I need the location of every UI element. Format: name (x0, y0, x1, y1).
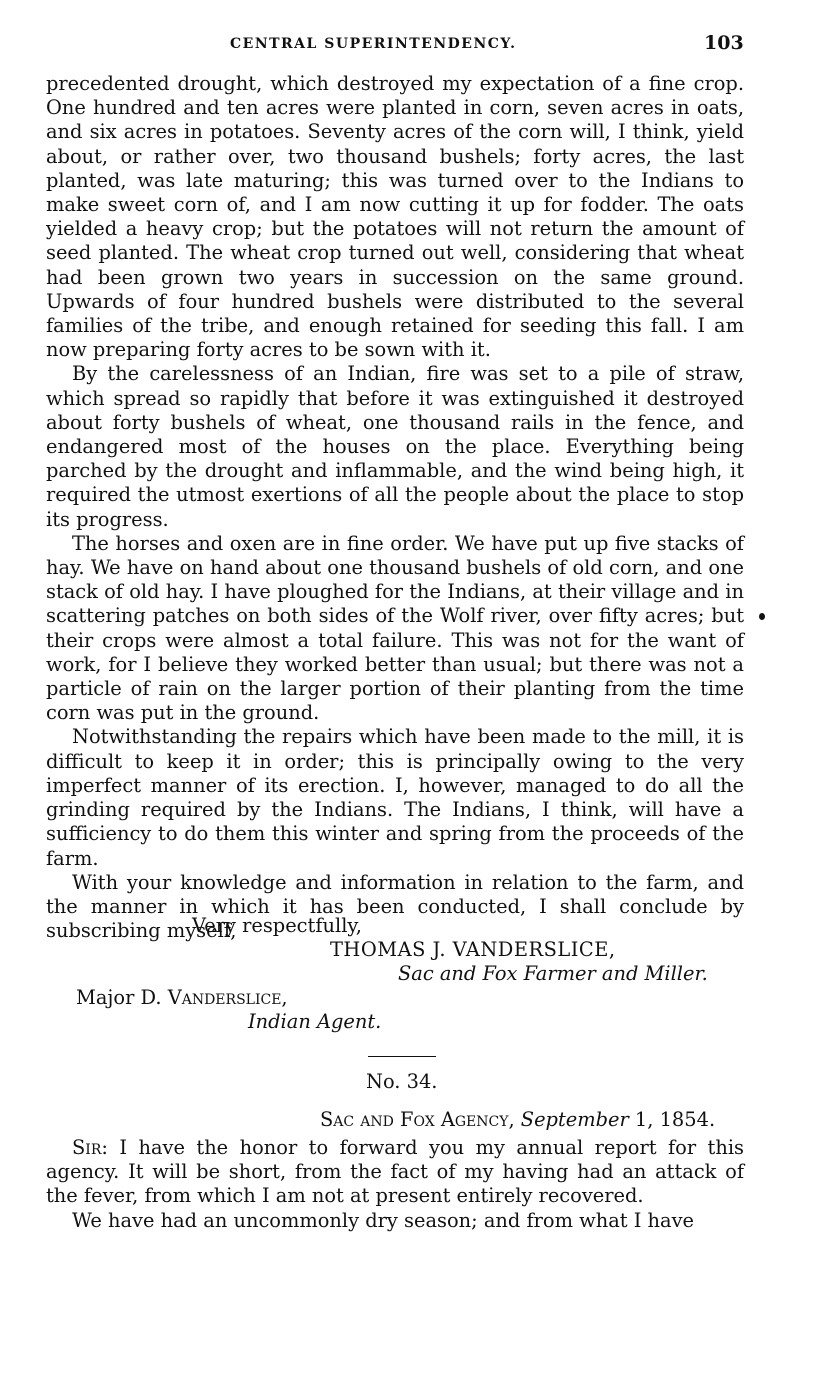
letter-body (46, 72, 744, 943)
paragraph-2: By the carelessness of an Indian, fire was set to a pile of straw, which spread so rapidly that before it was extinguished it destroyed about forty bushels of wheat, one thousand rails in the fence, and endangered most of the houses on the place. Everything being parched by the drought and inflammable, and the wind being high, it required the utmost exertions of all the people about the place to stop its progress. (46, 362, 744, 531)
paragraph-4: Notwithstanding the repairs which have been made to the mill, it is difficult to keep it in order; this is principally owing to the very imperfect manner of its erection. I, however, managed to do all the grinding required by the Indians. The Indians, I think, will have a sufficiency to do them this winter and spring from the proceeds of the farm. (46, 725, 744, 870)
section-divider (368, 1056, 436, 1057)
dateline-place: Sac and Fox Agency, (320, 1108, 515, 1131)
dateline-month: September (520, 1108, 629, 1131)
signature-name: THOMAS J. VANDERSLICE, (330, 938, 616, 961)
addressee-title: Indian Agent. (248, 1010, 382, 1033)
report-body (46, 1136, 744, 1233)
salutation: Sir: (72, 1136, 108, 1159)
addressee (76, 986, 288, 1009)
report-paragraph-1 (46, 1136, 744, 1209)
paragraph-5: With your knowledge and information in relation to the farm, and the manner in which it has been conducted, I shall conclude by subscribing myself, (46, 870, 744, 943)
signature-title: Sac and Fox Farmer and Miller. (398, 962, 708, 985)
paragraph-1: precedented drought, which destroyed my expectation of a fine crop. One hundred and ten acres were planted in corn, seven acres in oats, and six acres in potatoes. Seventy acres of the corn will, I think, yield about, or rather over, two thousand bushels; forty acres, the last planted, was late maturing; this was turned over to the Indians to make sweet corn of, and I am now cutting it up for fodder. The oats yielded a heavy crop; but the potatoes will not return the amount of seed planted. The wheat crop turned out well, considering that wheat had been grown two years in succession on the same ground. Upwards of four hundred bushels were distributed to the several families of the tribe, and enough retained for seeding this fall. I am now preparing forty acres to be sown with it. (46, 72, 744, 362)
page-number: 103 (704, 32, 744, 54)
closing-phrase: Very respectfully, (192, 914, 362, 937)
report-paragraph-2: We have had an uncommonly dry season; and from what I have (72, 1208, 695, 1232)
report-paragraph-1-text: I have the honor to forward you my annual report for this agency. It will be short, from the fact of my having had an attack of the fever, from which I am not at present entirely recovered. (46, 1136, 744, 1208)
paragraph-3: The horses and oxen are in fine order. We have put up five stacks of hay. We have on hand about one thousand bushels of old corn, and one stack of old hay. I have ploughed for the Indians, at their village and in scattering patches on both sides of the Wolf river, over fifty acres; but their crops were almost a total failure. This was not for the want of work, for I believe they worked better than usual; but there was not a particle of rain on the larger portion of their planting from the time corn was put in the ground. (46, 531, 744, 725)
margin-mark (759, 613, 765, 620)
dateline-date: 1, 1854. (628, 1108, 716, 1131)
addressee-prefix: Major D. (76, 986, 168, 1009)
addressee-surname: Vanderslice, (167, 986, 288, 1009)
dateline (320, 1108, 715, 1131)
document-number: No. 34. (366, 1070, 438, 1093)
running-head: CENTRAL SUPERINTENDENCY. (230, 36, 517, 52)
